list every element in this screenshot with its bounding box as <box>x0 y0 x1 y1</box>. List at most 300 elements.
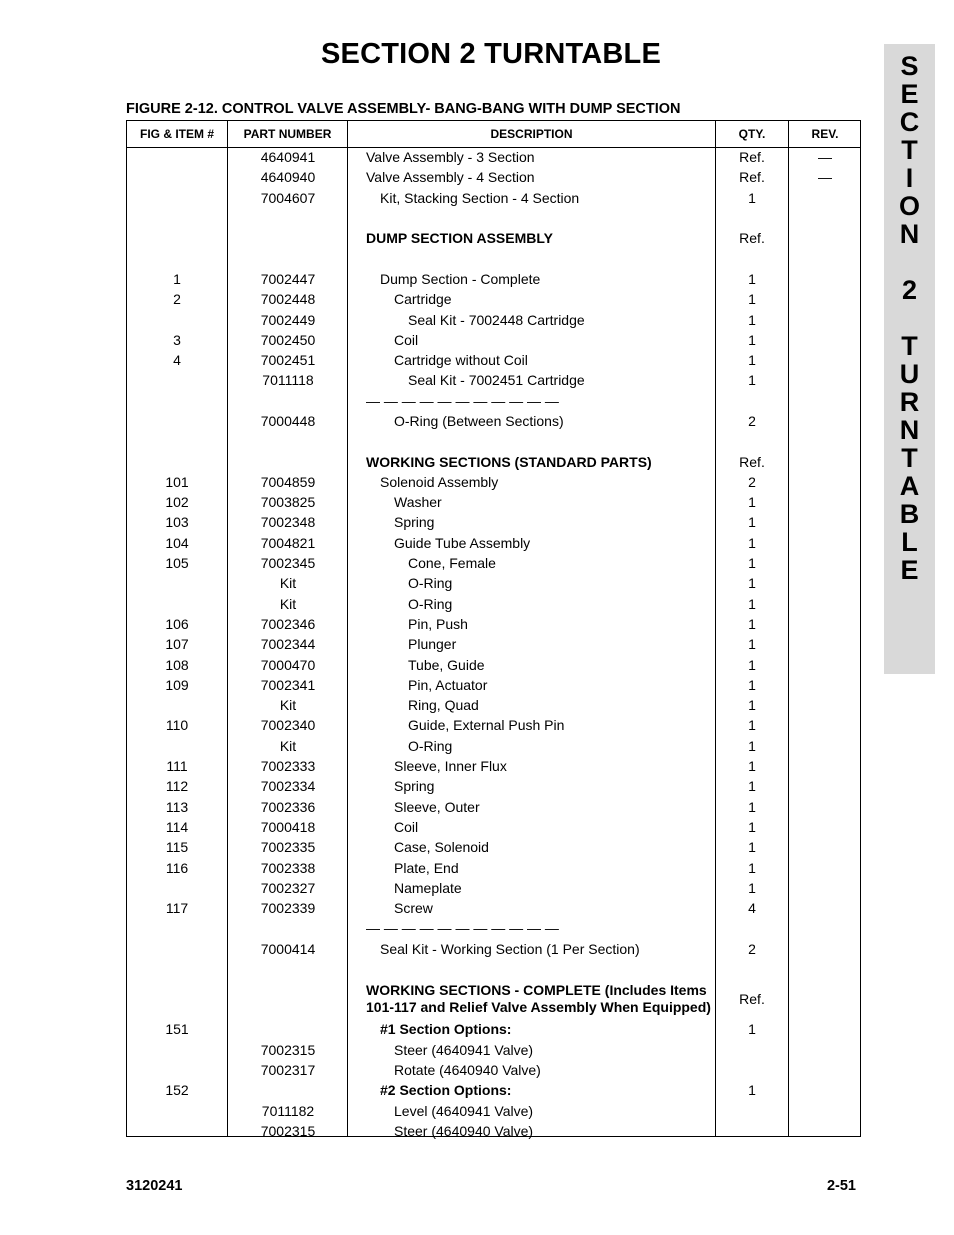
table-row <box>127 391 860 411</box>
fig-item-cell: 113 <box>165 798 189 815</box>
rev-cell <box>789 594 861 614</box>
description-cell: DUMP SECTION ASSEMBLY <box>366 230 553 247</box>
fig-item-cell: 102 <box>165 494 189 511</box>
description-cell: Case, Solenoid <box>394 839 489 856</box>
fig-item-cell <box>127 1039 227 1059</box>
description-cell: Sleeve, Outer <box>394 798 480 815</box>
table-row <box>127 573 860 593</box>
fig-item-cell <box>127 918 227 938</box>
table-row <box>127 878 860 898</box>
description-cell: O-Ring <box>408 737 453 754</box>
table-row <box>127 1121 860 1141</box>
side-tab-letter: T <box>901 331 918 361</box>
part-number-cell: 7002339 <box>260 900 316 917</box>
part-number-cell: 7002450 <box>260 331 316 348</box>
qty-cell: 1 <box>748 737 756 754</box>
rev-cell <box>789 1121 861 1141</box>
rev-cell <box>789 715 861 735</box>
fig-item-cell <box>127 391 227 411</box>
fig-item-cell: 1 <box>173 270 181 287</box>
rev-cell <box>789 797 861 817</box>
description-cell: — — — — — — — — — — — <box>366 392 559 409</box>
description-cell: Washer <box>394 494 442 511</box>
qty-cell: 1 <box>748 818 756 835</box>
rev-cell <box>789 451 861 471</box>
rev-cell <box>789 411 861 431</box>
description-cell: O-Ring <box>408 595 453 612</box>
header-rev: REV. <box>811 127 839 141</box>
fig-item-cell <box>127 594 227 614</box>
side-tab-letter: T <box>901 443 918 473</box>
part-number-cell <box>228 1080 348 1100</box>
table-row <box>127 1080 860 1100</box>
description-cell: Steer (4640940 Valve) <box>394 1122 534 1139</box>
part-number-cell: 7002315 <box>260 1122 316 1139</box>
table-row <box>127 634 860 654</box>
side-tab-letter <box>884 248 935 276</box>
rev-cell <box>789 817 861 837</box>
description-cell: Nameplate <box>394 879 462 896</box>
description-cell: Seal Kit - 7002448 Cartridge <box>408 311 585 328</box>
description-cell: Coil <box>394 331 419 348</box>
qty-cell: 1 <box>748 575 756 592</box>
rev-cell <box>789 472 861 492</box>
part-number-cell: 7002346 <box>260 615 316 632</box>
rev-cell <box>789 330 861 350</box>
rev-cell <box>789 512 861 532</box>
description-cell: Guide, External Push Pin <box>408 717 565 734</box>
fig-item-cell <box>127 939 227 959</box>
table-row <box>127 533 860 553</box>
part-number-cell: 7003825 <box>260 494 316 511</box>
qty-cell <box>716 391 788 411</box>
part-number-cell: Kit <box>279 595 297 612</box>
part-number-cell: 7000414 <box>260 940 316 957</box>
fig-item-cell: 117 <box>165 900 189 917</box>
qty-cell: 1 <box>748 798 756 815</box>
fig-item-cell: 4 <box>173 352 181 369</box>
qty-cell <box>716 918 788 938</box>
part-number-cell <box>228 228 348 248</box>
header-qty: QTY. <box>738 127 766 141</box>
table-row <box>127 594 860 614</box>
fig-item-cell: 103 <box>165 514 189 531</box>
qty-cell: 4 <box>748 900 756 917</box>
side-tab-letter: A <box>899 471 920 501</box>
table-row <box>127 857 860 877</box>
qty-cell: 1 <box>748 778 756 795</box>
side-tab-letter: I <box>905 163 914 193</box>
table-row <box>127 797 860 817</box>
part-number-cell: 7002327 <box>260 879 316 896</box>
fig-item-cell: 3 <box>173 331 181 348</box>
qty-cell: 2 <box>748 940 756 957</box>
qty-cell: 1 <box>748 697 756 714</box>
rev-cell <box>789 1019 861 1039</box>
description-cell: Rotate (4640940 Valve) <box>394 1061 541 1078</box>
fig-item-cell: 101 <box>165 473 189 490</box>
fig-item-cell: 109 <box>165 676 189 693</box>
description-cell: Steer (4640941 Valve) <box>394 1041 534 1058</box>
fig-item-cell <box>127 1100 227 1120</box>
table-row <box>127 614 860 634</box>
rev-cell <box>789 1060 861 1080</box>
fig-item-cell <box>127 451 227 471</box>
description-cell: O-Ring <box>408 575 453 592</box>
side-tab-letter: L <box>901 527 918 557</box>
qty-cell <box>716 1039 788 1059</box>
qty-cell: 1 <box>748 534 756 551</box>
fig-item-cell <box>127 573 227 593</box>
description-cell: Valve Assembly - 3 Section <box>366 149 535 166</box>
part-number-cell: 4640941 <box>260 149 316 166</box>
part-number-cell: 7000418 <box>260 818 316 835</box>
part-number-cell: Kit <box>279 575 297 592</box>
qty-cell <box>716 1060 788 1080</box>
qty-cell: 1 <box>748 311 756 328</box>
table-row <box>127 472 860 492</box>
part-number-cell <box>228 1019 348 1039</box>
part-number-cell: 7000470 <box>260 656 316 673</box>
fig-item-cell: 108 <box>165 656 189 673</box>
qty-cell <box>716 1121 788 1141</box>
table-row <box>127 776 860 796</box>
table-spacer-row <box>127 248 860 268</box>
qty-cell: 1 <box>748 494 756 511</box>
header-part-number: PART NUMBER <box>243 127 332 141</box>
description-cell: O-Ring (Between Sections) <box>394 413 564 429</box>
rev-cell <box>789 188 861 208</box>
table-row <box>127 350 860 370</box>
qty-cell: 1 <box>748 372 756 389</box>
rev-cell: — <box>818 169 832 186</box>
side-tab-letter <box>884 304 935 332</box>
qty-cell: 2 <box>748 473 756 490</box>
part-number-cell: 7002345 <box>260 555 316 572</box>
table-row <box>127 939 860 959</box>
description-cell: #2 Section Options: <box>380 1082 512 1099</box>
table-row <box>127 167 860 187</box>
rev-cell <box>789 1039 861 1059</box>
part-number-cell: 7002336 <box>260 798 316 815</box>
part-number-cell: 7000448 <box>260 413 316 429</box>
side-tab-letter: C <box>899 107 920 137</box>
qty-cell: 1 <box>748 514 756 531</box>
description-cell: Plate, End <box>394 859 459 876</box>
figure-title: FIGURE 2-12. CONTROL VALVE ASSEMBLY- BANG-BANG WITH DUMP SECTION <box>126 101 681 117</box>
rev-cell <box>789 614 861 634</box>
description-cell: Pin, Actuator <box>408 676 488 693</box>
description-cell: Dump Section - Complete <box>380 270 541 287</box>
part-number-cell: Kit <box>279 697 297 714</box>
rev-cell <box>789 533 861 553</box>
side-tab-letter: R <box>899 387 920 417</box>
rev-cell <box>789 736 861 756</box>
qty-cell: Ref. <box>739 453 765 470</box>
part-number-cell: 7002344 <box>260 636 316 653</box>
fig-item-cell <box>127 188 227 208</box>
qty-cell: 1 <box>748 717 756 734</box>
table-row <box>127 451 860 471</box>
qty-cell: 1 <box>748 1082 756 1099</box>
header-description: DESCRIPTION <box>490 127 573 141</box>
table-row <box>127 695 860 715</box>
rev-cell <box>789 492 861 512</box>
fig-item-cell: 106 <box>165 615 189 632</box>
part-number-cell <box>228 918 348 938</box>
qty-cell: Ref. <box>739 230 765 247</box>
qty-cell: 1 <box>748 1021 756 1038</box>
fig-item-cell <box>127 736 227 756</box>
table-spacer-row <box>127 431 860 451</box>
fig-item-cell: 111 <box>166 758 188 775</box>
side-tab-letter: B <box>899 499 920 529</box>
part-number-cell: 7002338 <box>260 859 316 876</box>
rev-cell <box>789 553 861 573</box>
qty-cell: 1 <box>748 291 756 308</box>
part-number-cell: 7011182 <box>261 1102 315 1119</box>
description-cell: Kit, Stacking Section - 4 Section <box>380 189 580 206</box>
part-number-cell: 7004859 <box>260 473 316 490</box>
side-tab-letter: 2 <box>901 275 918 305</box>
side-tab-letter: O <box>898 191 920 221</box>
qty-cell: 1 <box>748 352 756 369</box>
section-title: SECTION 2 TURNTABLE <box>321 38 661 70</box>
rev-cell <box>789 654 861 674</box>
fig-item-cell: 114 <box>165 818 189 835</box>
table-spacer-row <box>127 959 860 979</box>
table-row <box>127 228 860 248</box>
description-cell: #1 Section Options: <box>380 1021 512 1038</box>
part-number-cell: Kit <box>279 737 297 754</box>
part-number-cell <box>228 451 348 471</box>
description-cell: Solenoid Assembly <box>380 473 499 490</box>
table-row <box>127 817 860 837</box>
qty-cell: Ref. <box>739 169 765 186</box>
part-number-cell: 7002317 <box>260 1061 316 1078</box>
description-cell: Tube, Guide <box>408 656 485 673</box>
qty-cell: 1 <box>748 859 756 876</box>
part-number-cell <box>228 979 348 1019</box>
rev-cell <box>789 309 861 329</box>
table-row <box>127 553 860 573</box>
part-number-cell: 4640940 <box>260 169 316 186</box>
part-number-cell: 7002333 <box>260 758 316 775</box>
table-row <box>127 756 860 776</box>
fig-item-cell <box>127 1121 227 1141</box>
part-number-cell: 7002334 <box>260 778 316 795</box>
qty-cell: 1 <box>748 270 756 287</box>
rev-cell <box>789 675 861 695</box>
description-cell: Screw <box>394 900 433 917</box>
table-row <box>127 269 860 289</box>
document-number: 3120241 <box>126 1178 183 1194</box>
side-tab-letter: N <box>899 219 920 249</box>
rev-cell: — <box>818 149 832 166</box>
table-row <box>127 330 860 350</box>
table-row <box>127 654 860 674</box>
part-number-cell: 7002348 <box>260 514 316 531</box>
table-row <box>127 512 860 532</box>
table-row <box>127 188 860 208</box>
qty-cell <box>716 1100 788 1120</box>
part-number-cell: 7004607 <box>260 189 316 206</box>
description-cell: Pin, Push <box>408 615 468 632</box>
table-row <box>127 309 860 329</box>
rev-cell <box>789 573 861 593</box>
description-cell: Coil <box>394 818 419 835</box>
parts-table <box>126 120 861 1137</box>
description-cell: Seal Kit - Working Section (1 Per Section) <box>380 940 640 957</box>
table-row <box>127 1019 860 1039</box>
qty-cell: Ref. <box>739 991 765 1008</box>
rev-cell <box>789 918 861 938</box>
rev-cell <box>789 1080 861 1100</box>
table-row <box>127 370 860 390</box>
part-number-cell: 7002448 <box>260 291 316 308</box>
table-spacer-row <box>127 208 860 228</box>
description-cell: Spring <box>394 778 435 795</box>
part-number-cell: 7002449 <box>260 311 316 328</box>
description-cell: WORKING SECTIONS (STANDARD PARTS) <box>366 453 652 470</box>
table-row <box>127 492 860 512</box>
table-row <box>127 411 860 431</box>
table-row <box>127 736 860 756</box>
qty-cell: 1 <box>748 676 756 693</box>
rev-cell <box>789 939 861 959</box>
description-cell: Plunger <box>408 636 457 653</box>
fig-item-cell <box>127 411 227 431</box>
qty-cell: 1 <box>748 879 756 896</box>
part-number-cell: 7002451 <box>260 352 316 369</box>
table-row <box>127 918 860 938</box>
table-row <box>127 1039 860 1059</box>
qty-cell: 1 <box>748 555 756 572</box>
table-row <box>127 715 860 735</box>
table-row <box>127 898 860 918</box>
side-tab-letter: S <box>900 51 919 81</box>
fig-item-cell <box>127 695 227 715</box>
part-number-cell <box>228 391 348 411</box>
description-cell: Cartridge <box>394 291 452 308</box>
rev-cell <box>789 857 861 877</box>
qty-cell: 1 <box>748 839 756 856</box>
description-cell: — — — — — — — — — — — <box>366 920 559 937</box>
rev-cell <box>789 776 861 796</box>
qty-cell: Ref. <box>739 149 765 166</box>
description-cell: Sleeve, Inner Flux <box>394 758 507 775</box>
side-tab-letter: T <box>901 135 918 165</box>
side-tab-letter: U <box>899 359 920 389</box>
description-cell: Cartridge without Coil <box>394 352 528 369</box>
rev-cell <box>789 1100 861 1120</box>
rev-cell <box>789 289 861 309</box>
fig-item-cell: 105 <box>165 555 189 572</box>
fig-item-cell: 107 <box>165 636 189 653</box>
qty-cell: 2 <box>748 413 756 429</box>
rev-cell <box>789 391 861 411</box>
part-number-cell: 7002341 <box>260 676 316 693</box>
rev-cell <box>789 370 861 390</box>
part-number-cell: 7004821 <box>260 534 316 551</box>
fig-item-cell <box>127 878 227 898</box>
table-row <box>127 1100 860 1120</box>
description-cell: Ring, Quad <box>408 697 479 714</box>
fig-item-cell: 112 <box>165 778 189 795</box>
section-side-tab <box>884 44 935 674</box>
part-number-cell: 7002335 <box>260 839 316 856</box>
fig-item-cell <box>127 370 227 390</box>
description-cell: Valve Assembly - 4 Section <box>366 169 535 186</box>
table-row <box>127 289 860 309</box>
table-body <box>127 147 860 1141</box>
rev-cell <box>789 898 861 918</box>
description-cell: Level (4640941 Valve) <box>394 1102 534 1119</box>
qty-cell: 1 <box>748 595 756 612</box>
table-row <box>127 979 860 1019</box>
fig-item-cell: 104 <box>165 534 189 551</box>
rev-cell <box>789 837 861 857</box>
fig-item-cell <box>127 228 227 248</box>
fig-item-cell <box>127 309 227 329</box>
fig-item-cell: 151 <box>165 1021 189 1038</box>
table-row <box>127 675 860 695</box>
description-cell: Seal Kit - 7002451 Cartridge <box>408 372 585 389</box>
rev-cell <box>789 350 861 370</box>
fig-item-cell <box>127 979 227 1019</box>
table-row <box>127 837 860 857</box>
qty-cell: 1 <box>748 615 756 632</box>
fig-item-cell <box>127 147 227 167</box>
description-cell: WORKING SECTIONS - COMPLETE (Includes Items 101-117 and Relief Valve Assembly When Equipped) <box>366 982 711 1016</box>
table-row <box>127 1060 860 1080</box>
description-cell: Guide Tube Assembly <box>394 534 531 551</box>
fig-item-cell: 115 <box>165 839 189 856</box>
qty-cell: 1 <box>748 758 756 775</box>
page-number: 2-51 <box>826 1178 856 1194</box>
fig-item-cell: 116 <box>165 859 189 876</box>
qty-cell: 1 <box>748 189 756 206</box>
description-cell: Cone, Female <box>408 555 496 572</box>
side-tab-letter: E <box>900 555 919 585</box>
part-number-cell: 7002315 <box>260 1041 316 1058</box>
rev-cell <box>789 878 861 898</box>
table-row <box>127 147 860 167</box>
side-tab-letters <box>884 52 935 584</box>
part-number-cell: 7011118 <box>262 372 314 389</box>
rev-cell <box>789 756 861 776</box>
rev-cell <box>789 269 861 289</box>
qty-cell: 1 <box>748 636 756 653</box>
fig-item-cell <box>127 167 227 187</box>
rev-cell <box>789 979 861 1019</box>
part-number-cell: 7002447 <box>260 270 316 287</box>
part-number-cell: 7002340 <box>260 717 316 734</box>
side-tab-letter: N <box>899 415 920 445</box>
qty-cell: 1 <box>748 656 756 673</box>
rev-cell <box>789 695 861 715</box>
fig-item-cell: 2 <box>173 291 181 308</box>
fig-item-cell: 152 <box>165 1082 189 1099</box>
description-cell: Spring <box>394 514 435 531</box>
header-fig: FIG & ITEM # <box>139 127 214 141</box>
fig-item-cell: 110 <box>165 717 189 734</box>
rev-cell <box>789 228 861 248</box>
rev-cell <box>789 634 861 654</box>
side-tab-letter: E <box>900 79 919 109</box>
fig-item-cell <box>127 1060 227 1080</box>
qty-cell: 1 <box>748 331 756 348</box>
